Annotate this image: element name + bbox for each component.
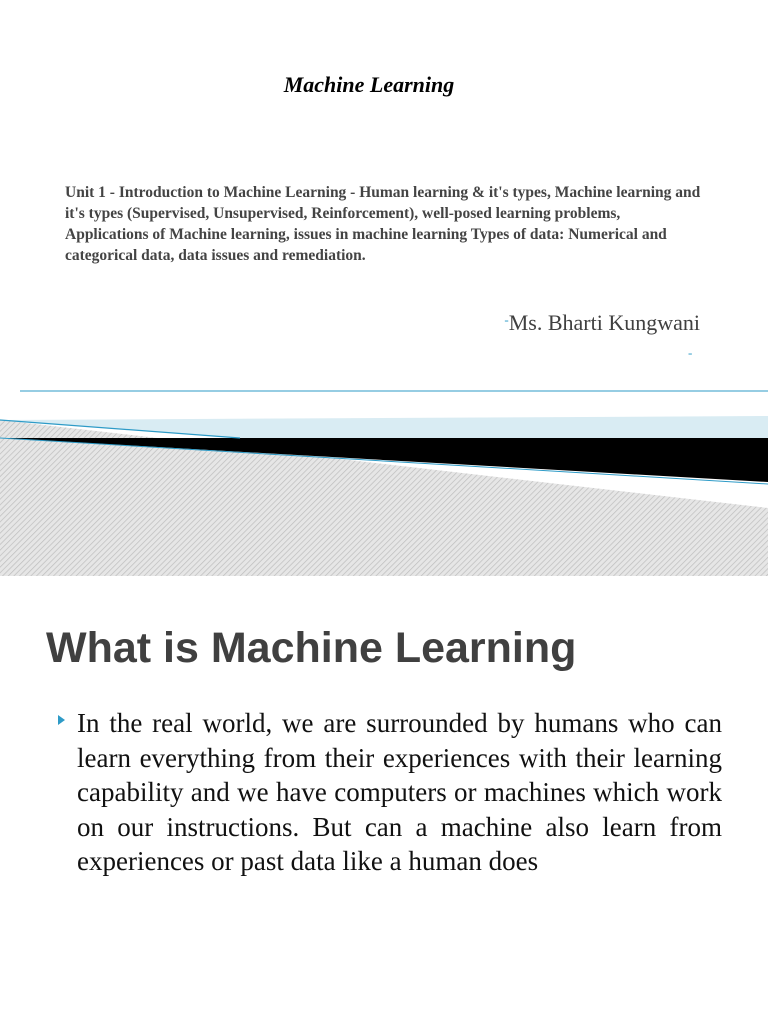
unit-description: Unit 1 - Introduction to Machine Learning - Human learning & it's types, Machine learning and it's types (Supervised, Unsupervised, Reinforcement), well-posed learning problems, Applications of Machine learning, issues in machine learning Types of data: Numerical and categorical data, data issues and remediation. [65, 184, 701, 264]
author-line [504, 310, 700, 336]
bullet-text: In the real world, we are surrounded by humans who can learn everything from their experiences with their learning capability and we have computers or machines which work on our instructions. But can a machine also learn from experiences or past data like a human does [77, 708, 722, 876]
triangle-bullet-icon [58, 715, 65, 725]
author-name: Ms. Bharti Kungwani [508, 310, 700, 335]
content-slide [0, 576, 768, 1024]
slide-title: Machine Learning [283, 72, 455, 97]
bullet-list [56, 706, 722, 879]
author-dash: - [504, 312, 509, 327]
decorative-band [0, 380, 768, 576]
slide-heading: What is Machine Learning [46, 624, 577, 672]
bullet-item [56, 706, 722, 879]
decorative-dash: - [688, 345, 693, 360]
